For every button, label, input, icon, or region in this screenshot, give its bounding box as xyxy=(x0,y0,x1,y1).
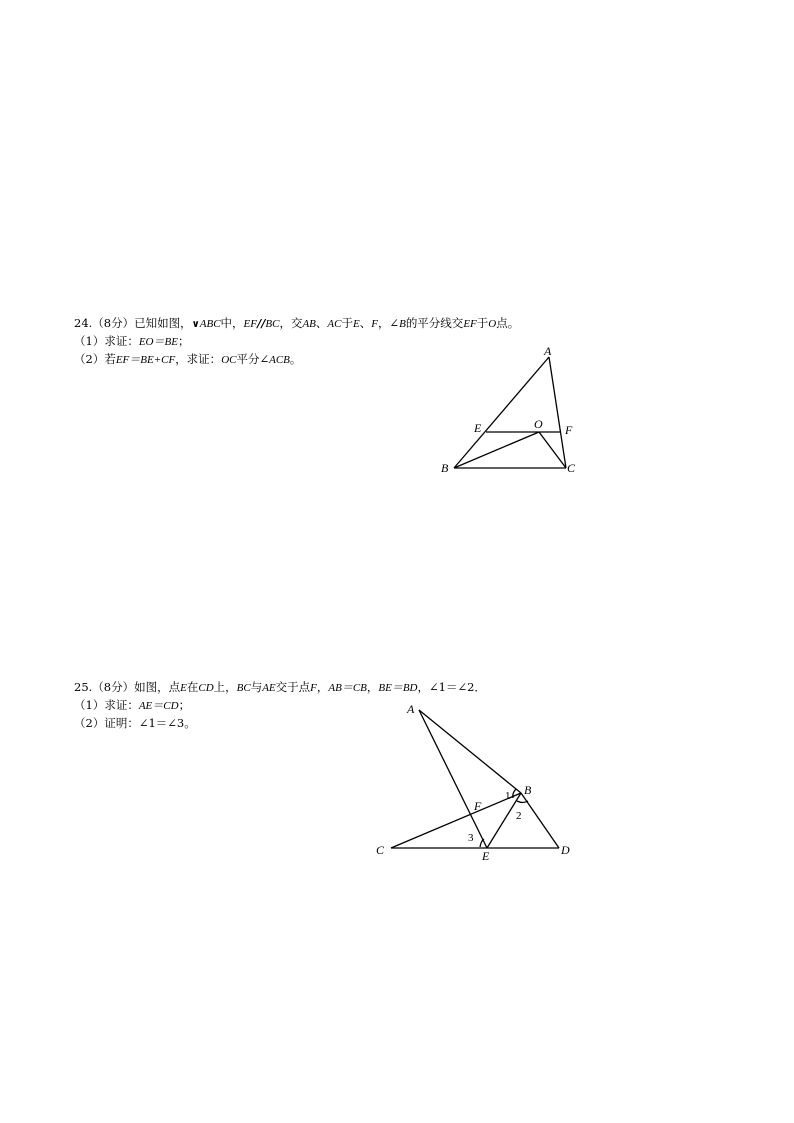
segment-AB xyxy=(419,710,521,793)
label-E: E xyxy=(482,849,490,863)
label-A: A xyxy=(407,702,415,716)
label-D: D xyxy=(561,843,570,857)
segment-AE xyxy=(419,710,487,848)
q24-part1: （1）求证：EO＝BE； xyxy=(74,334,190,348)
label-A: A xyxy=(544,344,552,358)
segment-CB xyxy=(391,793,521,848)
triangle-symbol: ∨ xyxy=(191,319,200,330)
angle-3-arc xyxy=(480,839,484,847)
q24-part2: （2）若EF＝BE+CF，求证：OC平分∠ACB。 xyxy=(74,352,302,366)
question-number: 24. xyxy=(74,316,93,330)
angle-1-label: 1 xyxy=(505,790,511,802)
angle-1-arc xyxy=(513,789,516,798)
q25-part2: （2）证明：∠1＝∠3。 xyxy=(74,716,196,730)
label-F: F xyxy=(474,799,482,813)
angle-2-arc xyxy=(517,801,528,803)
question-number: 25. xyxy=(74,680,93,694)
q25-stem: 25.（8分）如图，点E在CD上，BC与AE交于点F，AB＝CB，BE＝BD，∠1＝∠2． xyxy=(74,680,486,694)
q24-stem: 24.（8分）已知如图，∨ABC中，EF//BC，交AB、AC于E、F，∠B的平分线交EF于O点。 xyxy=(74,316,520,330)
label-F: F xyxy=(565,423,573,437)
label-O: O xyxy=(534,417,543,431)
label-B: B xyxy=(441,461,449,475)
label-C: C xyxy=(376,843,385,857)
parallel-symbol: // xyxy=(256,316,266,330)
label-B: B xyxy=(524,783,532,797)
angle-3-label: 3 xyxy=(468,832,474,844)
q25-part1: （1）求证：AE＝CD； xyxy=(74,698,191,712)
label-E: E xyxy=(474,421,482,435)
label-C: C xyxy=(567,461,576,475)
angle-2-label: 2 xyxy=(516,810,522,822)
